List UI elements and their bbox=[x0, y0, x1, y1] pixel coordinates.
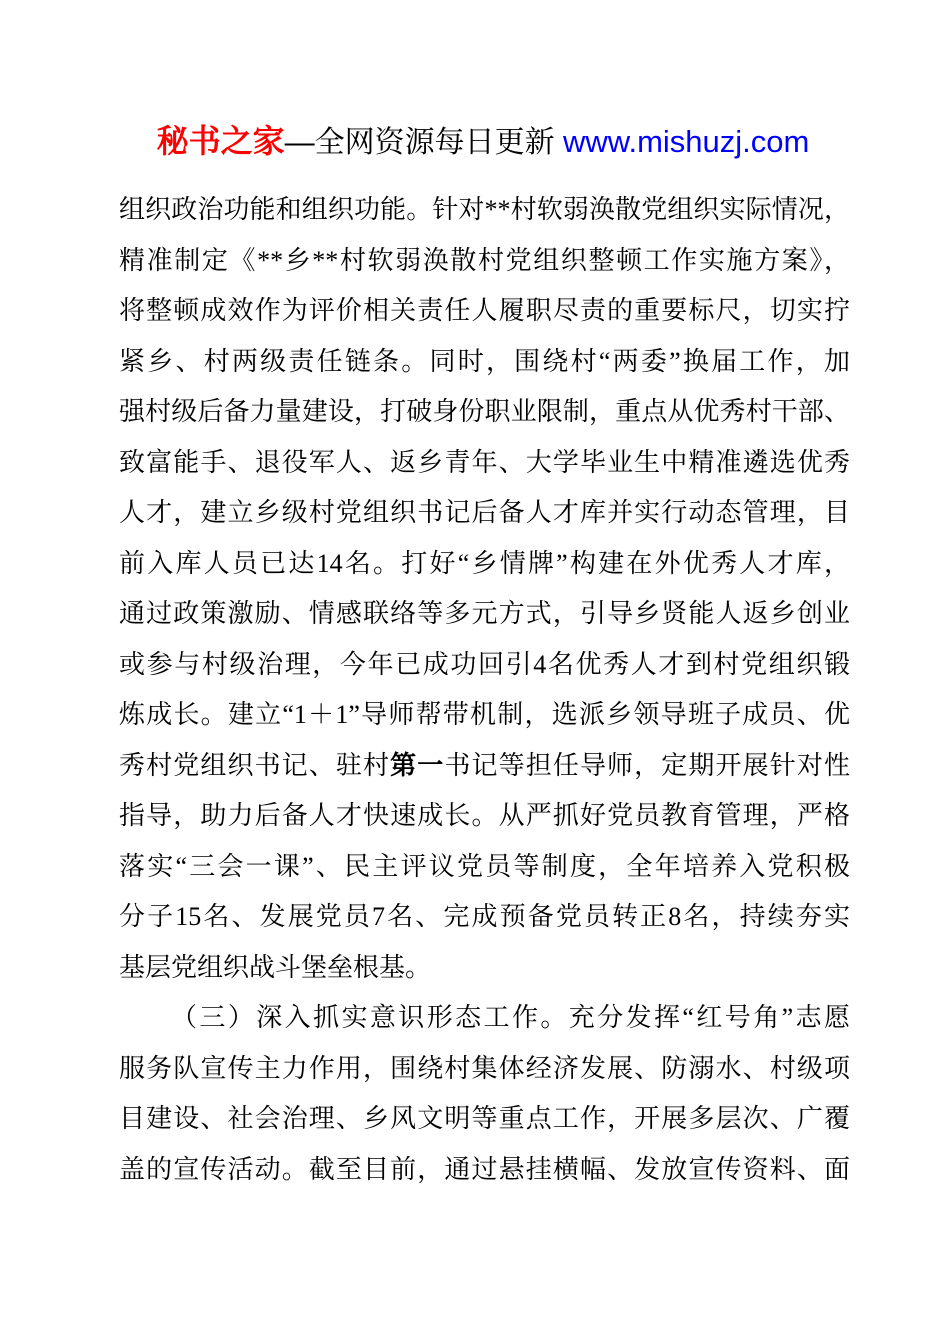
text-line: 落实“三会一课”、民主评议党员等制度，全年培养入党积极 bbox=[119, 851, 850, 881]
text-line: 指导，助力后备人才快速成长。从严抓好党员教育管理，严格 bbox=[119, 801, 850, 830]
document-body bbox=[119, 185, 850, 1195]
text-line: 将整顿成效作为评价相关责任人履职尽责的重要标尺，切实拧 bbox=[119, 296, 850, 325]
text-line: 紧乡、村两级责任链条。同时，围绕村“两委”换届工作，加 bbox=[119, 346, 850, 376]
text-segment: 秀村党组织书记、驻村 bbox=[119, 750, 391, 780]
text-segment: 书记等担任导师，定期开展针对性 bbox=[444, 750, 850, 780]
text-line: 人才，建立乡级村党组织书记后备人才库并实行动态管理，目 bbox=[119, 498, 850, 527]
text-line: 组织政治功能和组织功能。针对**村软弱涣散党组织实际情况， bbox=[119, 195, 850, 224]
text-line: 通过政策激励、情感联络等多元方式，引导乡贤能人返乡创业 bbox=[119, 599, 850, 628]
text-line: 或参与村级治理，今年已成功回引4名优秀人才到村党组织锻 bbox=[119, 649, 850, 679]
text-line: 致富能手、退役军人、返乡青年、大学毕业生中精准遴选优秀 bbox=[119, 447, 850, 477]
text-line: 分子15名、发展党员7名、完成预备党员转正8名，持续夯实 bbox=[119, 902, 850, 931]
site-tagline: —全网资源每日更新 bbox=[284, 126, 564, 159]
text-line: 前入库人员已达14名。打好“乡情牌”构建在外优秀人才库， bbox=[119, 548, 850, 578]
text-line: 强村级后备力量建设，打破身份职业限制，重点从优秀村干部、 bbox=[119, 397, 850, 426]
site-brand: 秘书之家 bbox=[156, 123, 285, 159]
text-line: 目建设、社会治理、乡风文明等重点工作，开展多层次、广覆 bbox=[119, 1104, 850, 1133]
text-line: 精准制定《**乡**村软弱涣散村党组织整顿工作实施方案》， bbox=[119, 245, 850, 275]
text-line-with-bold bbox=[119, 741, 850, 792]
site-url-link[interactable]: www.mishuzj.com bbox=[563, 124, 810, 159]
paragraph-start-line: （三）深入抓实意识形态工作。充分发挥“红号角”志愿 bbox=[171, 1003, 850, 1032]
text-line: 服务队宣传主力作用，围绕村集体经济发展、防溺水、村级项 bbox=[119, 1053, 850, 1083]
paragraph-end-line: 基层党组织战斗堡垒根基。 bbox=[119, 952, 432, 982]
bold-text-segment: 第一 bbox=[390, 750, 445, 780]
text-line: 盖的宣传活动。截至目前，通过悬挂横幅、发放宣传资料、面 bbox=[119, 1154, 850, 1184]
text-line: 炼成长。建立“1＋1”导师帮带机制，选派乡领导班子成员、优 bbox=[119, 700, 850, 729]
